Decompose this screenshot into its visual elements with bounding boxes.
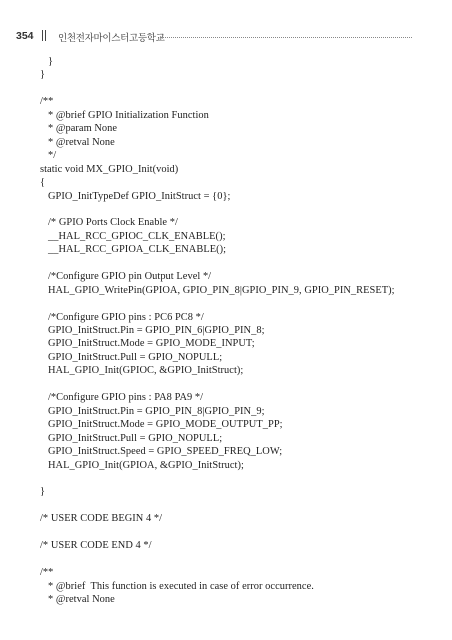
page-number: 354: [16, 30, 34, 42]
code-line: * @retval None: [48, 136, 115, 148]
code-line: /* USER CODE BEGIN 4 */: [40, 513, 163, 525]
code-line: GPIO_InitStruct.Mode = GPIO_MODE_INPUT;: [48, 338, 255, 350]
code-line: */: [48, 150, 57, 162]
code-line: static void MX_GPIO_Init(void): [40, 163, 179, 175]
code-line: * @retval None: [48, 594, 115, 605]
code-line: __HAL_RCC_GPIOA_CLK_ENABLE();: [48, 244, 227, 256]
code-line: /* GPIO Ports Clock Enable */: [48, 217, 178, 229]
header-divider: [42, 30, 43, 41]
code-line: }: [40, 486, 46, 498]
code-line: }: [40, 69, 46, 81]
code-line: GPIO_InitStruct.Pin = GPIO_PIN_6|GPIO_PIN_8;: [48, 325, 265, 336]
code-line: /*Configure GPIO pins : PC6 PC8 */: [48, 311, 204, 323]
code-line: GPIO_InitStruct.Pull = GPIO_NOPULL;: [48, 351, 223, 363]
code-line: * @brief This function is executed in case of error occurrence.: [48, 580, 314, 592]
code-line: __HAL_RCC_GPIOC_CLK_ENABLE();: [48, 230, 226, 242]
code-line: HAL_GPIO_Init(GPIOA, &GPIO_InitStruct);: [48, 459, 244, 471]
code-line: * @param None: [48, 123, 118, 135]
header-divider: [45, 30, 46, 41]
code-line: /**: [40, 96, 54, 108]
code-line: HAL_GPIO_Init(GPIOC, &GPIO_InitStruct);: [48, 365, 244, 377]
code-line: /*Configure GPIO pins : PA8 PA9 */: [48, 392, 204, 404]
code-line: HAL_GPIO_WritePin(GPIOA, GPIO_PIN_8|GPIO_PIN_9, GPIO_PIN_RESET);: [48, 284, 395, 296]
header-dotted-rule: [160, 37, 412, 38]
code-line: GPIO_InitTypeDef GPIO_InitStruct = {0};: [48, 190, 231, 202]
code-line: /*Configure GPIO pin Output Level */: [48, 271, 212, 283]
code-line: GPIO_InitStruct.Mode = GPIO_MODE_OUTPUT_PP;: [48, 419, 283, 431]
code-line: GPIO_InitStruct.Pull = GPIO_NOPULL;: [48, 432, 223, 444]
code-line: GPIO_InitStruct.Pin = GPIO_PIN_8|GPIO_PIN_9;: [48, 405, 265, 417]
code-line: GPIO_InitStruct.Speed = GPIO_SPEED_FREQ_LOW;: [48, 446, 283, 458]
page-header: [0, 28, 452, 44]
code-line: * @brief GPIO Initialization Function: [48, 109, 209, 121]
school-name: 인천전자마이스터고등학교: [58, 33, 165, 44]
code-line: }: [48, 56, 54, 67]
code-line: /* USER CODE END 4 */: [40, 540, 152, 552]
code-line: /**: [40, 567, 54, 579]
code-line: {: [40, 177, 46, 189]
